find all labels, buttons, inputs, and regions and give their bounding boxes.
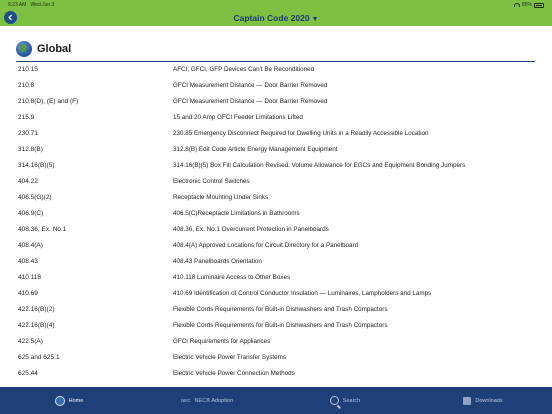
nav-title-text: Captain Code 2020 bbox=[233, 13, 310, 23]
list-item[interactable] bbox=[0, 334, 552, 350]
code-reference: 406.5(G)(2) bbox=[18, 194, 52, 201]
list-item[interactable] bbox=[0, 78, 552, 94]
nec-icon: NEC bbox=[180, 398, 191, 403]
change-description: GFCI Requirements for Appliances bbox=[173, 338, 271, 345]
change-description: 408.36, Ex. No.1 Overcurrent Protection in Panelboards bbox=[173, 226, 329, 233]
download-icon bbox=[463, 397, 471, 405]
code-reference: 408.43 bbox=[18, 258, 38, 265]
change-description: 312.8(B) Edit Code Article Energy Management Equipment bbox=[173, 146, 338, 153]
list-item[interactable] bbox=[0, 254, 552, 270]
change-description: Electric Vehicle Power Connection Methods bbox=[173, 370, 295, 377]
code-reference: 410.69 bbox=[18, 290, 38, 297]
status-right bbox=[514, 2, 544, 8]
tab-label: Search bbox=[342, 397, 361, 404]
section-header bbox=[16, 40, 535, 62]
tab-downloads[interactable] bbox=[414, 387, 552, 414]
list-item[interactable] bbox=[0, 270, 552, 286]
change-description: Flexible Cords Requirements for Built-in Dishwashers and Trash Compactors bbox=[173, 306, 388, 313]
code-reference: 625.44 bbox=[18, 370, 38, 377]
list-item[interactable] bbox=[0, 350, 552, 366]
home-icon bbox=[55, 396, 65, 406]
list-item[interactable] bbox=[0, 206, 552, 222]
code-reference: 404.22 bbox=[18, 178, 38, 185]
change-description: 314.16(B)(5) Box Fill Calculation Revised. Volume Allowance for EGCs and Equipment Bonding Jumpers bbox=[173, 162, 466, 169]
code-reference: 210.8(D), (E) and (F) bbox=[18, 98, 79, 105]
navigation-bar bbox=[0, 10, 552, 26]
code-reference: 422.16(B)(2) bbox=[18, 306, 55, 313]
change-description: GFCI Measurement Distance — Door Barrier Removed bbox=[173, 82, 328, 89]
list-item[interactable] bbox=[0, 110, 552, 126]
list-item[interactable] bbox=[0, 238, 552, 254]
code-reference: 408.36, Ex. No.1 bbox=[18, 226, 67, 233]
status-bar bbox=[0, 0, 552, 10]
change-description: 410.69 Identification of Control Conductor Insulation — Luminaires, Lampholders and Lamps bbox=[173, 290, 432, 297]
tab-nec-adoption[interactable] bbox=[138, 387, 276, 414]
change-description: Electric Vehicle Power Transfer Systems bbox=[173, 354, 287, 361]
list-item[interactable] bbox=[0, 158, 552, 174]
change-description: 406.5(C)Receptacle Limitations in Bathrooms bbox=[173, 210, 300, 217]
code-reference: 422.5(A) bbox=[18, 338, 43, 345]
code-year-selector[interactable] bbox=[0, 13, 552, 23]
dropdown-caret-icon: ▼ bbox=[311, 16, 319, 23]
code-reference: 314.16(B)(5) bbox=[18, 162, 55, 169]
change-description: 408.4(A) Approved Locations for Circuit Directory for a Panelboard bbox=[173, 242, 359, 249]
code-reference: 422.16(B)(4) bbox=[18, 322, 55, 329]
code-reference: 625 and 625.1 bbox=[18, 354, 60, 361]
tab-label: Home bbox=[68, 397, 84, 404]
code-change-list[interactable] bbox=[0, 62, 552, 387]
list-item[interactable] bbox=[0, 318, 552, 334]
code-reference: 408.4(A) bbox=[18, 242, 43, 249]
code-reference: 312.8(B) bbox=[18, 146, 43, 153]
list-item[interactable] bbox=[0, 142, 552, 158]
code-reference: 406.9(C) bbox=[18, 210, 44, 217]
tab-bar bbox=[0, 387, 552, 414]
search-icon bbox=[330, 396, 339, 405]
battery-percent: 85% bbox=[521, 2, 532, 8]
list-item[interactable] bbox=[0, 174, 552, 190]
tab-label: NEC® Adoption bbox=[194, 397, 234, 404]
change-description: AFCI, GFCI, GFP Devices Can't Be Reconditioned bbox=[173, 66, 315, 73]
list-item[interactable] bbox=[0, 366, 552, 382]
change-description: Electronic Control Switches bbox=[173, 178, 250, 185]
change-description: 15 and 20 Amp GFCI Feeder Limitations Lifted bbox=[173, 114, 303, 121]
status-time bbox=[8, 2, 54, 8]
list-item[interactable] bbox=[0, 126, 552, 142]
list-item[interactable] bbox=[0, 222, 552, 238]
change-description: 410.118 Luminaire Access to Other Boxes bbox=[173, 274, 291, 281]
change-description: 408.43 Panelboards Orientation bbox=[173, 258, 262, 265]
code-reference: 410.118 bbox=[18, 274, 42, 281]
change-description: Flexible Cords Requirements for Built-in Dishwashers and Trash Compactors bbox=[173, 322, 388, 329]
list-item[interactable] bbox=[0, 286, 552, 302]
list-item[interactable] bbox=[0, 62, 552, 78]
battery-icon bbox=[534, 3, 544, 8]
code-reference: 210.8 bbox=[18, 82, 35, 89]
change-description: 230.85 Emergency Disconnect Required for Dwelling Units in a Readily Accessible Location bbox=[173, 130, 429, 137]
code-reference: 230.71 bbox=[18, 130, 38, 137]
change-description: Receptacle Mounting Under Sinks bbox=[173, 194, 269, 201]
section-title: Global bbox=[37, 43, 72, 55]
list-item[interactable] bbox=[0, 94, 552, 110]
code-reference: 215.9 bbox=[18, 114, 35, 121]
list-item[interactable] bbox=[0, 190, 552, 206]
globe-icon bbox=[16, 41, 32, 57]
list-item[interactable] bbox=[0, 302, 552, 318]
tab-label: Downloads bbox=[475, 397, 503, 404]
status-date: Wed Jun 3 bbox=[30, 2, 55, 8]
code-reference: 210.15 bbox=[18, 66, 38, 73]
status-clock: 9:23 AM bbox=[8, 2, 27, 8]
tab-search[interactable] bbox=[276, 387, 414, 414]
wifi-icon bbox=[514, 3, 520, 7]
change-description: GFCI Measurement Distance — Door Barrier Removed bbox=[173, 98, 328, 105]
tab-home[interactable] bbox=[0, 387, 138, 414]
